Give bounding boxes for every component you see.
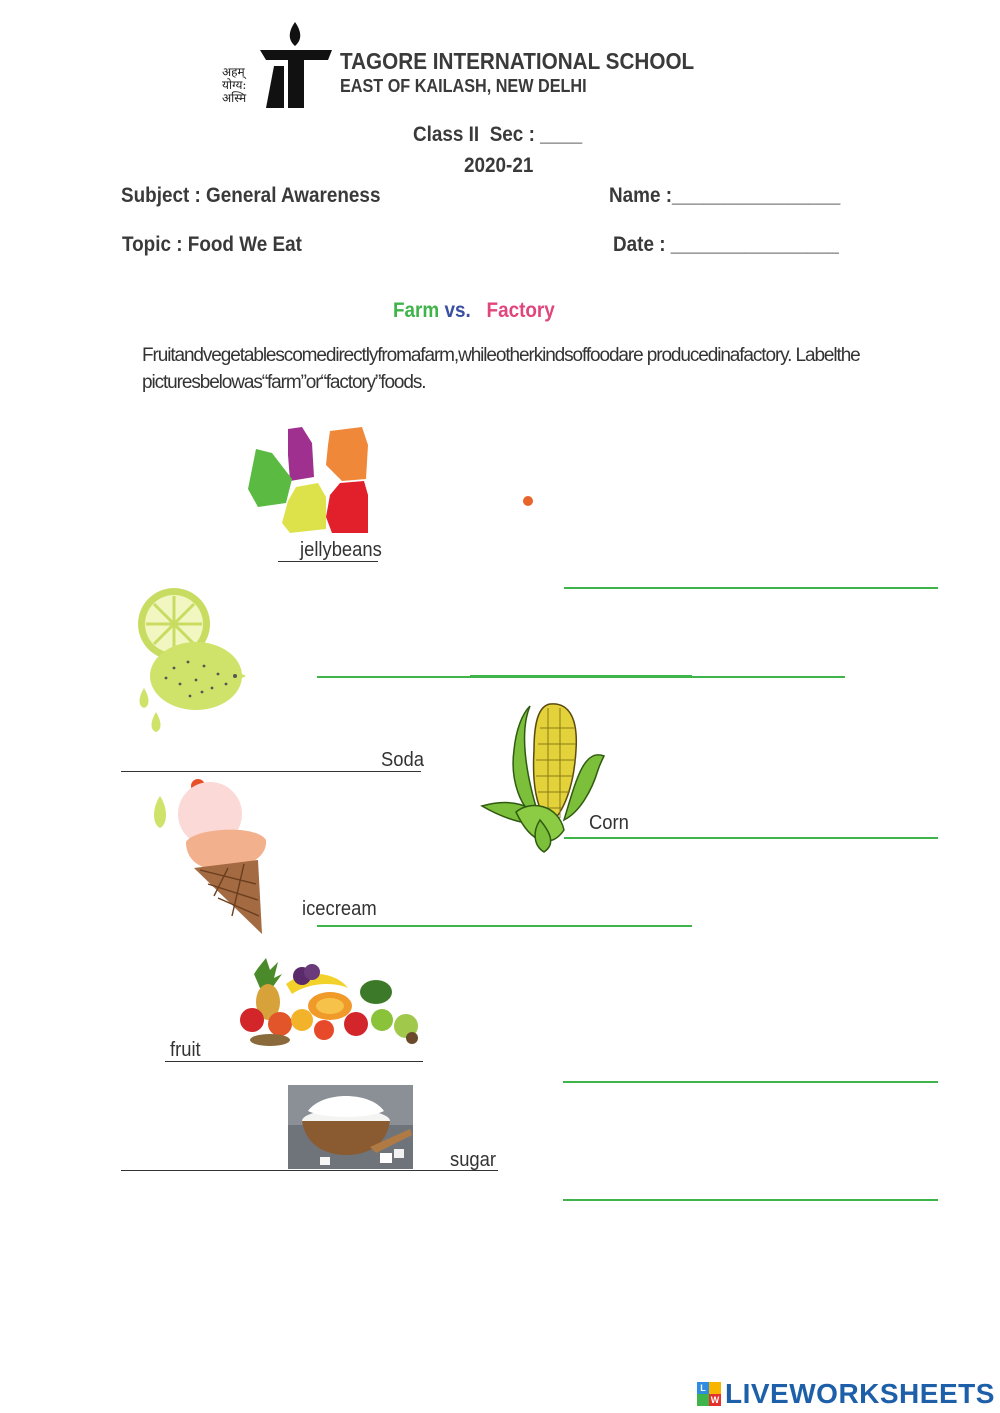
answer-input-sugar-right[interactable] [566,1174,936,1198]
liveworksheets-logo-icon [697,1382,721,1406]
logo-text-line-3: अस्मि [222,91,247,105]
jellybeans-label: jellybeans [300,539,382,561]
worksheet-title [393,299,555,323]
class-section: Class II Sec : ____ [413,123,583,146]
instructions-line-2: picturesbelowas“farm”or“factory”foods. [142,372,426,393]
answer-input-lemon[interactable] [320,651,840,675]
sugar-image [288,1085,413,1169]
answer-line-fruit-right [563,1081,938,1083]
answer-input-corn[interactable] [640,812,934,836]
jellybeans-image [244,425,372,537]
sugar-underline [121,1170,498,1171]
topic-label: Topic : Food We Eat [122,233,302,256]
liveworksheets-text: LIVEWORKSHEETS [725,1378,995,1409]
sugar-label: sugar [450,1149,497,1171]
answer-input-soda[interactable] [124,746,374,770]
corn-image [480,700,606,854]
date-label: Date : ________________ [613,233,839,256]
logo-text-line-2: योग्य: [222,78,247,92]
lemon-image [134,588,246,736]
liveworksheets-brand [697,1378,995,1410]
answer-line-corn [564,837,938,839]
name-label: Name :________________ [609,184,841,207]
fruit-underline [165,1061,423,1062]
logo-square-yellow [709,1382,721,1394]
logo-letter-l: L [697,1382,709,1394]
school-logo [222,20,334,112]
school-name: TAGORE INTERNATIONAL SCHOOL [340,48,695,74]
fruit-image [236,958,424,1048]
instructions-line-1: Fruitandvegetablescomedirectlyfromafarm,whileotherkindsoffoodare producedinafactory. Labelthe [142,345,860,366]
academic-year: 2020-21 [464,154,534,177]
logo-letter-w: W [710,1395,720,1405]
answer-line-jellybeans [564,587,938,589]
soda-label: Soda [381,749,424,771]
soda-underline [121,771,421,772]
answer-input-fruit[interactable] [220,1036,420,1060]
red-dot [523,496,533,506]
answer-input-fruit-right[interactable] [566,1056,936,1080]
subject-label: Subject : General Awareness [121,184,381,207]
logo-square-green [697,1394,709,1406]
answer-input-icecream[interactable] [390,900,688,924]
fruit-label: fruit [170,1039,201,1061]
title-farm: Farm [393,299,440,322]
answer-input-jellybeans[interactable] [566,562,936,586]
answer-line-sugar-right [563,1199,938,1201]
school-address: EAST OF KAILASH, NEW DELHI [340,76,587,96]
answer-input-sugar[interactable] [124,1145,284,1169]
title-vs: vs. [444,299,471,322]
instructions [142,342,860,396]
jellybeans-underline [278,561,378,562]
answer-line-icecream [317,925,692,927]
icecream-image [148,776,272,936]
icecream-label: icecream [302,898,377,920]
title-factory: Factory [486,299,555,322]
logo-text-line-1: अहम् [222,65,245,79]
answer-line-lemon-right [470,675,692,678]
corn-label: Corn [589,812,629,834]
